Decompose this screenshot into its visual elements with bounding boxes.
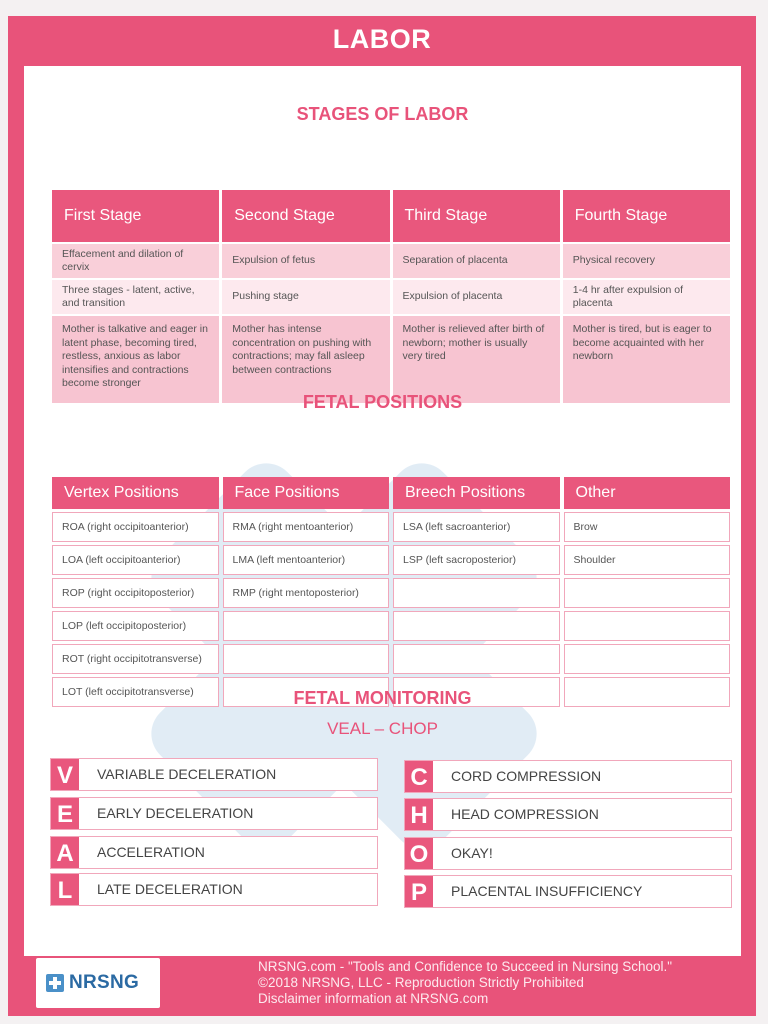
stages-header-second: Second Stage — [222, 190, 389, 242]
monitoring-item-c — [404, 760, 732, 793]
monitoring-text: PLACENTAL INSUFFICIENCY — [451, 883, 643, 899]
monitoring-text: ACCELERATION — [97, 844, 205, 860]
plus-icon — [46, 974, 64, 992]
positions-header-vertex: Vertex Positions — [52, 477, 219, 509]
monitoring-item-a — [50, 836, 378, 869]
monitoring-item-o — [404, 837, 732, 870]
table-cell: Mother has intense concentration on pushing with contractions; may fall asleep between contractions — [222, 316, 389, 403]
stages-header-fourth: Fourth Stage — [563, 190, 730, 242]
monitoring-letter: L — [51, 874, 79, 905]
table-cell: Pushing stage — [222, 280, 389, 314]
table-cell: Effacement and dilation of cervix — [52, 244, 219, 278]
table-cell: Expulsion of fetus — [222, 244, 389, 278]
page-title: LABOR — [332, 24, 432, 54]
table-cell: 1-4 hr after expulsion of placenta — [563, 280, 730, 314]
table-row — [52, 545, 730, 575]
table-cell: Three stages - latent, active, and transition — [52, 280, 219, 314]
table-cell: Mother is tired, but is eager to become acquainted with her newborn — [563, 316, 730, 403]
footer-copyright: ©2018 NRSNG, LLC - Reproduction Strictly Prohibited — [258, 975, 584, 990]
table-cell: Separation of placenta — [393, 244, 560, 278]
table-cell: Expulsion of placenta — [393, 280, 560, 314]
footer-tagline: NRSNG.com - "Tools and Confidence to Succeed in Nursing School." — [258, 959, 673, 974]
stages-header-third: Third Stage — [393, 190, 560, 242]
table-cell — [223, 611, 390, 641]
table-cell — [223, 644, 390, 674]
table-cell — [564, 644, 731, 674]
monitoring-text: CORD COMPRESSION — [451, 768, 602, 784]
table-cell — [393, 578, 560, 608]
monitoring-subtitle: VEAL – CHOP — [327, 719, 438, 738]
table-cell: ROP (right occipitoposterior) — [52, 578, 219, 608]
table-cell: RMA (right mentoanterior) — [223, 512, 390, 542]
positions-header-row — [52, 477, 730, 509]
monitoring-item-h — [404, 798, 732, 831]
table-row — [52, 280, 730, 314]
logo-text: NRSNG — [69, 972, 140, 993]
monitoring-item-e — [50, 797, 378, 830]
positions-header-face: Face Positions — [223, 477, 390, 509]
table-row — [52, 644, 730, 674]
table-cell: RMP (right mentoposterior) — [223, 578, 390, 608]
table-cell: Mother is relieved after birth of newborn; mother is usually very tired — [393, 316, 560, 403]
table-row — [52, 316, 730, 403]
stages-header-first: First Stage — [52, 190, 219, 242]
monitoring-letter: H — [405, 799, 433, 830]
table-row — [52, 578, 730, 608]
table-cell — [393, 611, 560, 641]
footer-disclaimer: Disclaimer information at NRSNG.com — [258, 991, 489, 1006]
monitoring-title: FETAL MONITORING — [293, 688, 472, 708]
table-cell: LOP (left occipitoposterior) — [52, 611, 219, 641]
table-row — [52, 512, 730, 542]
monitoring-letter: E — [51, 798, 79, 829]
table-cell — [393, 644, 560, 674]
monitoring-letter: P — [405, 876, 433, 907]
stages-header-row — [52, 190, 730, 242]
monitoring-text: EARLY DECELERATION — [97, 805, 254, 821]
table-cell: LSP (left sacroposterior) — [393, 545, 560, 575]
monitoring-letter: O — [405, 838, 433, 869]
positions-header-breech: Breech Positions — [393, 477, 560, 509]
page-frame — [8, 16, 756, 1016]
monitoring-item-p — [404, 875, 732, 908]
monitoring-letter: C — [405, 761, 433, 792]
stages-title: STAGES OF LABOR — [296, 104, 469, 124]
monitoring-text: VARIABLE DECELERATION — [97, 766, 277, 782]
table-cell: LOA (left occipitoanterior) — [52, 545, 219, 575]
table-cell: Brow — [564, 512, 731, 542]
monitoring-text: LATE DECELERATION — [97, 881, 243, 897]
table-cell: LMA (left mentoanterior) — [223, 545, 390, 575]
positions-header-other: Other — [564, 477, 731, 509]
monitoring-letter: V — [51, 759, 79, 790]
table-cell: Physical recovery — [563, 244, 730, 278]
monitoring-item-l — [50, 873, 378, 906]
positions-title: FETAL POSITIONS — [302, 392, 463, 412]
monitoring-item-v — [50, 758, 378, 791]
content-area — [24, 66, 741, 956]
table-cell: LSA (left sacroanterior) — [393, 512, 560, 542]
monitoring-letter: A — [51, 837, 79, 868]
footer — [258, 959, 672, 1007]
monitoring-text: OKAY! — [451, 845, 493, 861]
table-cell: LOT (left occipitotransverse) — [52, 677, 219, 707]
nrsng-logo — [36, 958, 160, 1008]
table-cell: Mother is talkative and eager in latent phase, becoming tired, restless, anxious as labor intensifies and contractions become stronger — [52, 316, 219, 403]
table-cell: Shoulder — [564, 545, 731, 575]
stages-table — [52, 190, 730, 403]
table-cell — [564, 611, 731, 641]
table-row — [52, 611, 730, 641]
table-cell: ROA (right occipitoanterior) — [52, 512, 219, 542]
table-cell: ROT (right occipitotransverse) — [52, 644, 219, 674]
positions-table — [52, 477, 730, 707]
table-cell — [564, 578, 731, 608]
monitoring-text: HEAD COMPRESSION — [451, 806, 599, 822]
table-row — [52, 244, 730, 278]
